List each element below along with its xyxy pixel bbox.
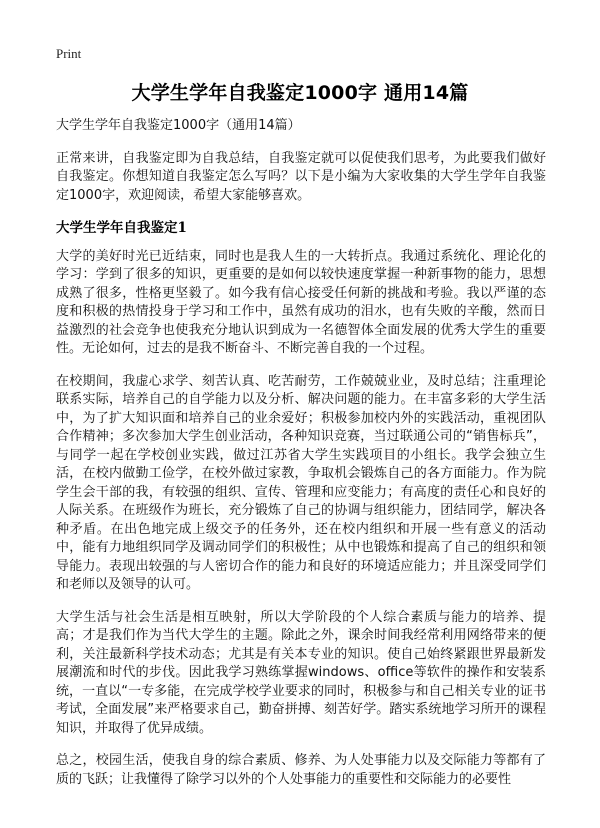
body-paragraph-2: 在校期间，我虚心求学、刻苦认真、吃苦耐劳，工作兢兢业业，及时总结；注重理论联系实际，培养自己的自学能力以及分析、解决问题的能力。在丰富多彩的大学生活中，为了扩大知识面和培养自己的业余爱好；积极参加校内外的实践活动，重视团队合作精神；多次参加大学生创业活动，各种知识竞赛，当过联通公司的“销售标兵”，与同学一起在学校创业实践，做过江苏省大学生实践项目的小组长。我学会独立生活，在校内做勤工俭学，在校外做过家教，争取机会锻炼自己的各方面能力。作为院学生会干部的我，有较强的组织、宣传、管理和应变能力；有高度的责任心和良好的人际关系。在班级作为班长，充分锻炼了自己的协调与组织能力，团结同学，解决各种矛盾。在出色地完成上级交予的任务外，还在校内组织和开展一些有意义的活动中，能有力地组织同学及调动同学们的积极性；从中也锻炼和提高了自己的组织和领导能力。表现出较强的与人密切合作的能力和良好的环境适应能力；并且深受同学们和老师以及领导的认可。 [56,373,546,592]
section-heading: 大学生学年自我鉴定1 [56,220,187,236]
document-title: 大学生学年自我鉴定1000字 通用14篇 [131,82,469,104]
body-paragraph-4: 总之，校园生活，使我自身的综合素质、修养、为人处事能力以及交际能力等都有了质的飞跃；让我懂得了除学习以外的个人处事能力的重要性和交际能力的必要性 [56,753,546,787]
document-body [56,117,546,803]
intro-paragraph: 正常来讲，自我鉴定即为自我总结，自我鉴定就可以促使我们思考，为此要我们做好自我鉴定。你想知道自我鉴定怎么写吗？以下是小编为大家收集的大学生学年自我鉴定1000字，欢迎阅读，希望大家能够喜欢。 [56,150,546,203]
body-paragraph-1: 大学的美好时光已近结束，同时也是我人生的一大转折点。我通过系统化、理论化的学习：学到了很多的知识，更重要的是如何以较快速度掌握一种新事物的能力，思想成熟了很多，性格更坚毅了。如今我有信心接受任何新的挑战和考验。我以严谨的态度和积极的热情投身于学习和工作中，虽然有成功的泪水，也有失败的辛酸，然而日益激烈的社会竞争也使我充分地认识到成为一名德智体全面发展的优秀大学生的重要性。无论如何，过去的是我不断奋斗、不断完善自我的一个过程。 [56,248,546,356]
body-paragraph-3: 大学生活与社会生活是相互映射，所以大学阶段的个人综合素质与能力的培养、提高；才是我们作为当代大学生的主题。除此之外，课余时间我经常利用网络带来的便利，关注最新科学技术动态；尤其是有关本专业的知识。使自己始终紧跟世界最新发展潮流和时代的步伐。因此我学习熟练掌握windows、office等软件的操作和安装系统，一直以“一专多能，在完成学校学业要求的同时，积极参与和自己相关专业的证书考试，全面发展”来严格要求自己，勤奋拼搏、刻苦好学。踏实系统地学习所开的课程知识，并取得了优异成绩。 [56,609,546,736]
print-link[interactable]: Print [56,46,82,61]
document-subtitle: 大学生学年自我鉴定1000字（通用14篇） [56,118,301,133]
